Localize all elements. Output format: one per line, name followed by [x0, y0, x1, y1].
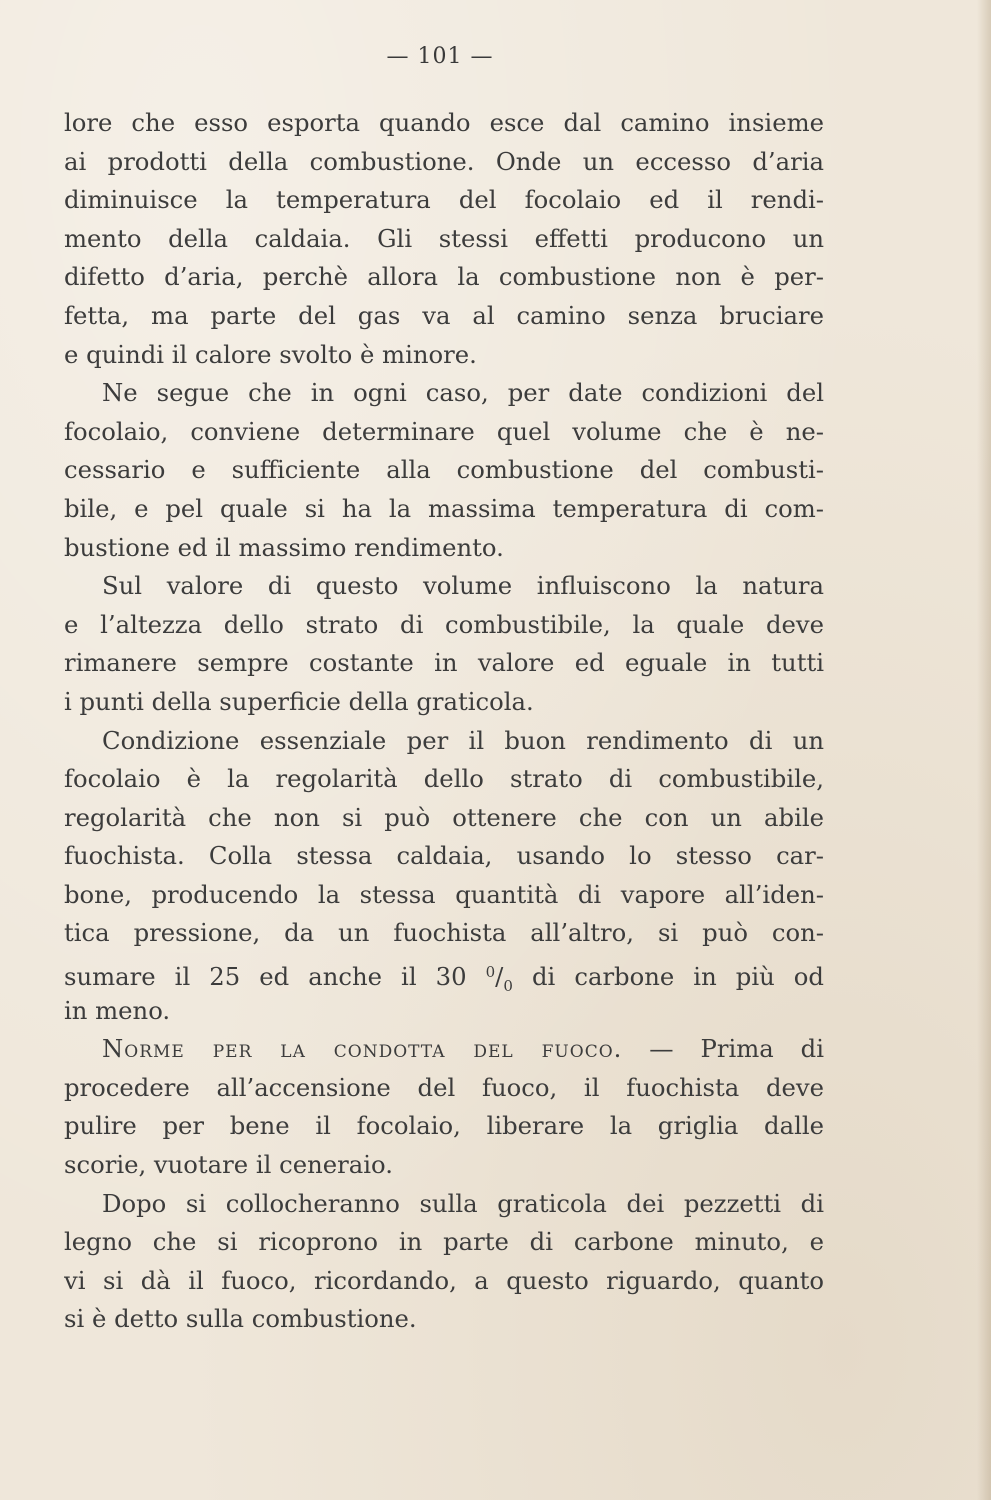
paragraph: [64, 722, 824, 1031]
section-heading-rest: — Prima di: [649, 1034, 824, 1064]
text-line: bile, e pel quale si ha la massima temperatura di com-: [64, 493, 824, 523]
percent-symbol: [486, 962, 513, 991]
section-heading: Norme per la condotta del fuoco.: [102, 1034, 623, 1064]
text-line: pulire per bene il focolaio, liberare la griglia dalle: [64, 1111, 824, 1141]
text-line: procedere all’accensione del fuoco, il fuochista deve: [64, 1072, 824, 1102]
text-line: cessario e sufficiente alla combustione del combusti-: [64, 455, 824, 485]
text-line: mento della caldaia. Gli stessi effetti producono un: [64, 223, 824, 253]
text-line: tica pressione, da un fuochista all’altro, si può con-: [64, 918, 824, 948]
text-line: i punti della superficie della graticola.: [64, 686, 534, 716]
paragraph: [64, 567, 824, 721]
text-line: e l’altezza dello strato di combustibile, la quale deve: [64, 609, 824, 639]
section-heading-line: [64, 1030, 824, 1069]
text-line: lore che esso esporta quando esce dal camino insieme: [64, 108, 824, 137]
paragraph: [64, 1030, 824, 1184]
text-line: bone, producendo la stessa quantità di vapore all’iden-: [64, 879, 824, 909]
text-line: vi si dà il fuoco, ricordando, a questo riguardo, quanto: [64, 1265, 824, 1295]
text-line: Ne segue che in ogni caso, per date condizioni del: [102, 378, 824, 408]
page-number: — 101 —: [386, 44, 494, 69]
page-edge-shadow: [977, 0, 991, 1500]
text-line: in meno.: [64, 995, 171, 1025]
text-line: Sul valore di questo volume influiscono la natura: [102, 571, 824, 601]
percent-line-start: sumare il 25 ed anche il 30: [64, 962, 467, 992]
text-line: rimanere sempre costante in valore ed eguale in tutti: [64, 648, 824, 678]
text-line: ai prodotti della combustione. Onde un eccesso d’aria: [64, 146, 824, 176]
body-text: [64, 104, 824, 1339]
text-line: diminuisce la temperatura del focolaio ed il rendi-: [64, 185, 824, 215]
text-line: scorie, vuotare il ceneraio.: [64, 1150, 393, 1180]
percent-line-end: di carbone in più od: [531, 962, 824, 992]
paragraph: [64, 104, 824, 374]
text-line: e quindi il calore svolto è minore.: [64, 339, 477, 369]
percent-sup: 0: [485, 963, 496, 982]
text-line: focolaio è la regolarità dello strato di combustibile,: [64, 764, 824, 794]
text-line: focolaio, conviene determinare quel volume che è ne-: [64, 416, 824, 446]
text-line: regolarità che non si può ottenere che con un abile: [64, 802, 824, 832]
text-line: fetta, ma parte del gas va al camino senza bruciare: [64, 300, 824, 330]
text-line: difetto d’aria, perchè allora la combustione non è per-: [64, 262, 824, 292]
percent-slash: /: [495, 962, 504, 992]
paragraph: [64, 1185, 824, 1339]
text-line: Dopo si collocheranno sulla graticola dei pezzetti di: [102, 1188, 824, 1218]
percent-line: [64, 953, 824, 992]
paragraph: [64, 374, 824, 567]
text-line: bustione ed il massimo rendimento.: [64, 532, 504, 562]
text-line: fuochista. Colla stessa caldaia, usando lo stesso car-: [64, 841, 824, 871]
text-line: si è detto sulla combustione.: [64, 1304, 417, 1334]
percent-sub: 0: [503, 977, 513, 992]
text-line: legno che si ricoprono in parte di carbone minuto, e: [64, 1227, 824, 1257]
text-line: Condizione essenziale per il buon rendimento di un: [102, 725, 824, 755]
